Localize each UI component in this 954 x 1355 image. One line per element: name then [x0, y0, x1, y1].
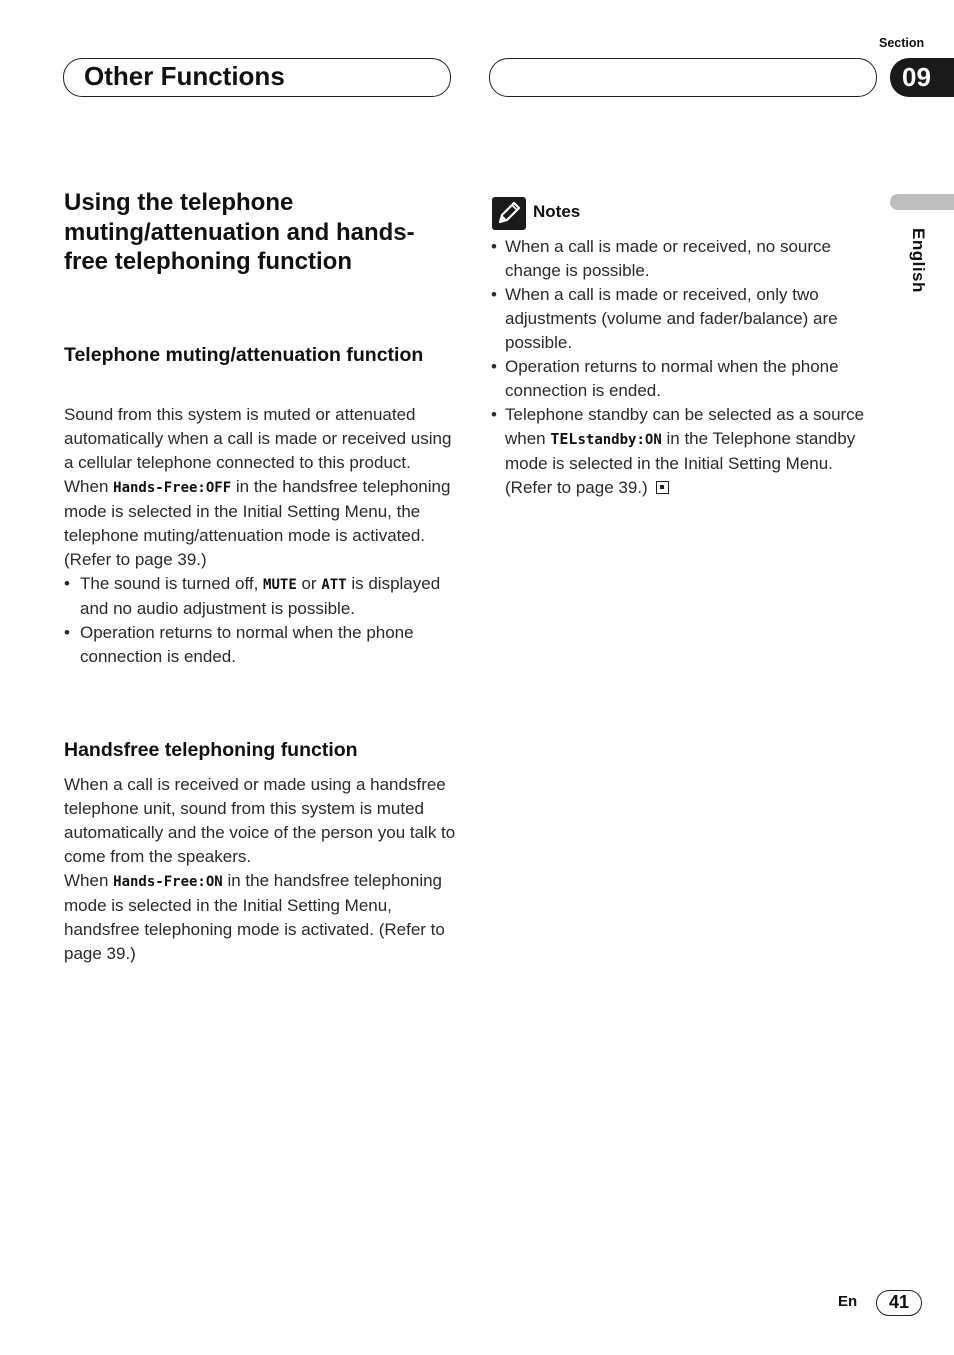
main-title: Using the telephone muting/attenuation and hands-free telephoning function	[64, 189, 415, 275]
pencil-note-icon	[492, 197, 526, 230]
bullet-glyph: •	[64, 623, 70, 642]
handsfree-heading: Handsfree telephoning function	[64, 739, 358, 761]
muting-paragraph-1: Sound from this system is muted or attenuated automatically when a call is made or received using a cellular telephone connected to this product.	[64, 405, 452, 472]
handsfree-para2-pre: When	[64, 871, 114, 890]
muting-bullet-1	[64, 572, 459, 621]
bullet-glyph: •	[491, 405, 497, 424]
notes-title: Notes	[533, 202, 581, 221]
page-number: 41	[876, 1290, 922, 1316]
language-tab-marker	[890, 194, 954, 210]
tel-standby-part-a: TEL	[550, 430, 578, 448]
note-item	[491, 355, 881, 403]
muting-content	[64, 403, 459, 669]
note-item	[491, 403, 881, 500]
notes-list	[491, 235, 881, 500]
handsfree-paragraph-1: When a call is received or made using a handsfree telephone unit, sound from this system is muted automatically and the voice of the person you talk to come from the speakers.	[64, 775, 456, 866]
bullet-glyph: •	[64, 574, 70, 593]
muting-heading: Telephone muting/attenuation function	[64, 344, 424, 366]
section-label: Section	[879, 36, 925, 50]
note4-pre: Telephone standby can be selected as a source when	[505, 405, 865, 448]
muting-para2-post: in the handsfree telephoning mode is selected in the Initial Setting Menu, the telephone muting/attenuation mode is activated. (Refer to page 39.)	[64, 477, 451, 569]
handsfree-content	[64, 773, 456, 966]
muting-bullet-2	[64, 621, 459, 669]
handsfree-on-setting: Hands-Free:ON	[113, 874, 223, 890]
page-header-title: Other Functions	[84, 61, 285, 91]
header-title-frame	[63, 58, 451, 97]
muting-para2-pre: When	[64, 477, 114, 496]
mute-display: MUTE	[263, 577, 297, 593]
bullet1-pre: The sound is turned off,	[80, 574, 264, 593]
section-number-tab: 09	[890, 58, 954, 97]
header-blank-frame	[489, 58, 877, 97]
bullet1-post: is displayed and no audio adjustment is possible.	[80, 574, 441, 618]
note-item	[491, 283, 881, 355]
muting-paragraph-2	[64, 475, 459, 572]
note-text: When a call is made or received, no source change is possible.	[505, 237, 831, 280]
note4-post: in the Telephone standby mode is selected in the Initial Setting Menu. (Refer to page 39.)	[505, 429, 856, 497]
handsfree-paragraph-2	[64, 869, 456, 966]
bullet1-mid: or	[296, 574, 322, 593]
tel-standby-setting	[550, 429, 661, 449]
att-display: ATT	[321, 577, 347, 593]
bullet-glyph: •	[491, 237, 497, 256]
note-text: When a call is made or received, only two adjustments (volume and fader/balance) are possible.	[505, 285, 838, 352]
footer-language-code: En	[838, 1293, 858, 1310]
note-item	[491, 235, 881, 283]
tel-standby-part-b: standby:ON	[577, 432, 662, 448]
language-label: English	[909, 228, 928, 293]
handsfree-para2-post: in the handsfree telephoning mode is selected in the Initial Setting Menu, handsfree telephoning mode is activated. (Refer to page 39.)	[64, 871, 445, 963]
end-of-section-icon	[656, 481, 669, 494]
bullet-glyph: •	[491, 357, 497, 376]
bullet2-text: Operation returns to normal when the phone connection is ended.	[80, 623, 414, 666]
handsfree-off-setting: Hands-Free:OFF	[113, 480, 232, 496]
bullet-glyph: •	[491, 285, 497, 304]
note-text: Operation returns to normal when the phone connection is ended.	[505, 357, 839, 400]
